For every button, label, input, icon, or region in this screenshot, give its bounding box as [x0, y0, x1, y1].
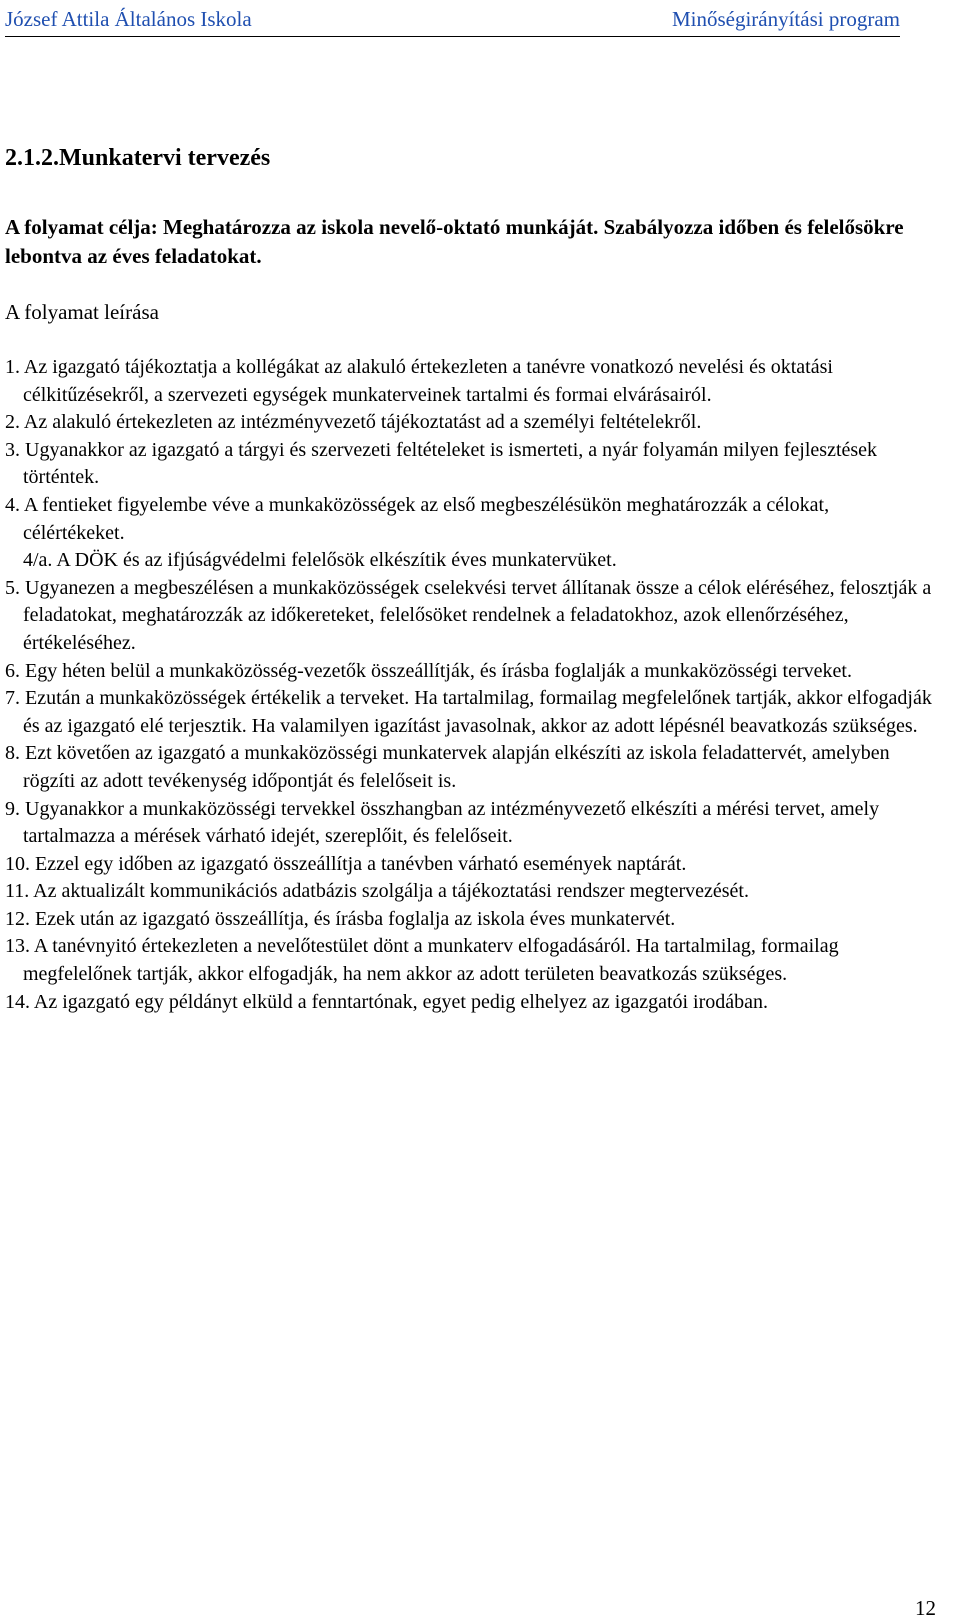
process-description-heading: A folyamat leírása — [5, 300, 159, 324]
process-step: 2. Az alakuló értekezleten az intézményvezető tájékoztatást ad a személyi feltételekről. — [5, 411, 702, 434]
process-step: 14. Az igazgató egy példányt elküld a fenntartónak, egyet pedig elhelyez az igazgatói irodában. — [5, 990, 769, 1013]
section-title: 2.1.2.Munkatervi tervezés — [5, 145, 271, 171]
process-step: 13. A tanévnyitó értekezleten a nevelőtestület dönt a munkaterv elfogadásáról. Ha tartalmilag, formailag megfelelőnek tartják, akkor elfogadják, ha nem akkor az adott területen beavatkozás szükséges. — [5, 935, 839, 986]
header-program-name: Minőségirányítási program — [671, 6, 900, 31]
process-step: 5. Ugyanezen a megbeszélésen a munkaközösségek cselekvési tervet állítanak össze a célok eléréséhez, felosztják a feladatokat, meghatározzák az időkereteket, felelősöket rendelnek a feladatokhoz, azok ellenőrzéséhez, értékeléséhez. — [5, 576, 932, 654]
process-substep: 4/a. A DÖK és az ifjúságvédelmi felelősök elkészítik éves munkatervüket. — [23, 549, 617, 572]
process-step: 6. Egy héten belül a munkaközösség-vezetők összeállítják, és írásba foglalják a munkaközösségi terveket. — [5, 659, 852, 682]
process-step: 12. Ezek után az igazgató összeállítja, és írásba foglalja az iskola éves munkatervét. — [5, 907, 676, 930]
process-step: 4. A fentieket figyelembe véve a munkaközösségek az első megbeszélésükön meghatározzák a célokat, célértékeket. — [5, 493, 830, 544]
process-step: 3. Ugyanakkor az igazgató a tárgyi és szervezeti feltételeket is ismerteti, a nyár folyamán milyen fejlesztések történtek. — [5, 438, 878, 489]
process-step: 10. Ezzel egy időben az igazgató összeállítja a tanévben várható események naptárát. — [5, 852, 687, 875]
page-header — [5, 4, 900, 37]
process-step: 9. Ugyanakkor a munkaközösségi tervekkel összhangban az intézményvezető elkészíti a mérési tervet, amely tartalmazza a mérések várható idejét, szereplőit, és felelőseit. — [5, 797, 880, 848]
process-step: 8. Ezt követően az igazgató a munkaközösségi munkatervek alapján elkészíti az iskola feladattervét, amelyben rögzíti az adott tevékenység időpontját és felelőseit is. — [5, 742, 890, 792]
process-step: 7. Ezután a munkaközösségek értékelik a terveket. Ha tartalmilag, formailag megfelelőnek tartják, akkor elfogadják és az igazgató elé terjesztik. Ha valamilyen igazítást javasolnak, akkor az adott lépésnél beavatkozás szükséges. — [5, 687, 932, 737]
process-steps-list — [5, 354, 935, 1016]
process-step: 11. Az aktualizált kommunikációs adatbázis szolgálja a tájékoztatási rendszer megtervezését. — [5, 880, 749, 903]
page-number: 12 — [915, 1596, 936, 1620]
header-school-name: József Attila Általános Iskola — [5, 6, 252, 31]
process-purpose: A folyamat célja: Meghatározza az iskola nevelő-oktató munkáját. Szabályozza időben és felelősökre lebontva az éves feladatokat. — [5, 215, 904, 268]
process-step: 1. Az igazgató tájékoztatja a kollégákat az alakuló értekezleten a tanévre vonatkozó nevelési és oktatási célkitűzésekről, a szervezeti egységek munkaterveinek tartalmi és formai elvárásairól. — [5, 356, 833, 406]
